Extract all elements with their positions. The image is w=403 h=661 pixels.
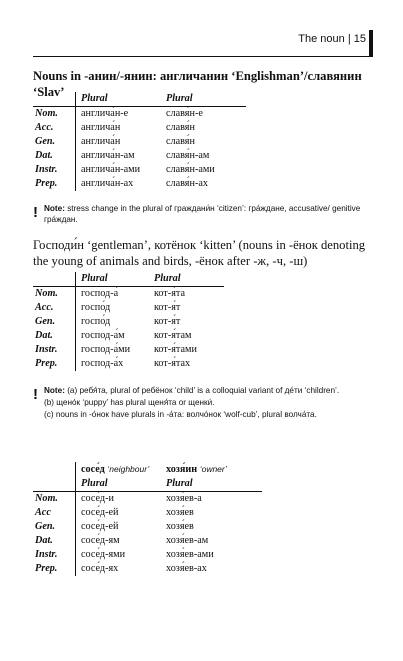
case-label: Dat. [33, 534, 76, 548]
table-row [33, 315, 224, 329]
table-corner [33, 477, 76, 492]
case-label: Acc. [33, 301, 76, 315]
form-cell: славя́н [166, 136, 195, 147]
form-cell: сосе́д-ях [81, 563, 119, 574]
section1-table [33, 92, 246, 191]
column-header: Plural [76, 92, 162, 107]
page-number: 15 [353, 33, 366, 45]
table-row [33, 492, 262, 507]
exclamation-icon: ! [33, 386, 38, 403]
case-label: Gen. [33, 135, 76, 149]
table-corner [33, 272, 76, 287]
table-row [33, 329, 224, 343]
case-label: Nom. [33, 492, 76, 507]
table-row [33, 107, 246, 122]
table-row [33, 287, 224, 302]
section2-table [33, 272, 224, 371]
table-row [33, 506, 262, 520]
case-label: Instr. [33, 548, 76, 562]
column-header: Plural [161, 477, 262, 492]
table-row [33, 343, 224, 357]
form-cell: кот-я́т [154, 316, 181, 327]
form-cell: кот-я́тах [154, 358, 191, 369]
note-label: Note: [44, 386, 65, 395]
case-label: Prep. [33, 562, 76, 576]
note-text: stress change in the plural of граждани́н ‘citizen’: гра́ждане, accusative/ genitive гра́ждан. [44, 204, 361, 224]
column-header: Plural [161, 92, 246, 107]
note-line-a: Note: (a) ребя́та, plural of ребёнок ‘child’ is a colloquial variant of де́ти ‘children’. [44, 386, 340, 395]
form-cell: госпо́д [81, 302, 111, 313]
form-cell: сосе́д-и [81, 493, 114, 504]
form-cell: хозя́ев-ах [166, 563, 207, 574]
noun-title: сосе́д ‘neighbour’ [81, 464, 150, 475]
form-cell: кот-я́та [154, 288, 186, 299]
column-header: Plural [149, 272, 224, 287]
table-row [33, 149, 246, 163]
form-cell: сосе́д-ей [81, 521, 119, 532]
section2-note [44, 385, 374, 420]
table-header-row [33, 477, 262, 492]
table-row [33, 177, 246, 191]
table-corner [33, 92, 76, 107]
running-header [298, 33, 366, 45]
note-line-c: (c) nouns in -о́нок have plurals in -а́та: волчо́нок ‘wolf-cub’, plural волча́та. [44, 410, 317, 419]
header-bar [369, 30, 373, 57]
form-cell: хозя́ев [166, 521, 194, 532]
case-label: Nom. [33, 287, 76, 302]
column-header: Plural [76, 477, 162, 492]
header-rule [33, 56, 370, 57]
form-cell: славя́н-ах [166, 178, 208, 189]
exclamation-icon: ! [33, 204, 38, 221]
table-header-row [33, 92, 246, 107]
case-label: Prep. [33, 177, 76, 191]
form-cell: славя́н-ам [166, 150, 210, 161]
form-cell: господ-а́х [81, 358, 124, 369]
table-row [33, 135, 246, 149]
case-label: Instr. [33, 343, 76, 357]
case-label: Acc [33, 506, 76, 520]
form-cell: госпо́д [81, 316, 111, 327]
form-cell: сосе́д-ей [81, 507, 119, 518]
form-cell: кот-я́там [154, 330, 192, 341]
table-row [33, 548, 262, 562]
form-cell: англича́н-е [81, 108, 129, 119]
table-corner [33, 462, 76, 477]
case-label: Instr. [33, 163, 76, 177]
table-row [33, 121, 246, 135]
case-label: Nom. [33, 107, 76, 122]
table-row [33, 163, 246, 177]
column-header: Plural [76, 272, 150, 287]
table-row [33, 534, 262, 548]
case-label: Acc. [33, 121, 76, 135]
case-label: Gen. [33, 315, 76, 329]
form-cell: кот-я́т [154, 302, 181, 313]
section1-heading: Nouns in -анин/-янин: англичанин ‘Englishman’/славянин ‘Slav’ [33, 69, 362, 99]
table-row [33, 357, 224, 371]
table-row [33, 301, 224, 315]
form-cell: кот-я́тами [154, 344, 197, 355]
table-row [33, 520, 262, 534]
form-cell: господ-а́ми [81, 344, 131, 355]
form-cell: хозя́ев-ам [166, 535, 209, 546]
header-separator: | [347, 33, 351, 45]
form-cell: хозя́ев-а [166, 493, 202, 504]
table-title-row [33, 462, 262, 477]
section2-heading: Господи́н ‘gentleman’, котёнок ‘kitten’ (nouns in -ёнок denoting the young of animals and birds, -ёнок after -ж, -ч, -ш) [33, 238, 366, 268]
form-cell: хозя́ев-ами [166, 549, 214, 560]
case-label: Dat. [33, 329, 76, 343]
form-cell: сосе́д-ям [81, 535, 120, 546]
form-cell: англича́н-ами [81, 164, 141, 175]
section1-note [44, 203, 374, 225]
form-cell: англича́н [81, 136, 121, 147]
header-title: The noun [298, 33, 345, 45]
form-cell: англича́н-ам [81, 150, 135, 161]
form-cell: сосе́д-ями [81, 549, 126, 560]
case-label: Gen. [33, 520, 76, 534]
case-label: Dat. [33, 149, 76, 163]
noun-title: хозя́ин ‘owner’ [166, 464, 227, 475]
table-header-row [33, 272, 224, 287]
form-cell: хозя́ев [166, 507, 194, 518]
table-row [33, 562, 262, 576]
note-line-b: (b) щено́к ‘puppy’ has plural щеня́та or щенки́. [44, 398, 215, 407]
form-cell: славя́н-е [166, 108, 203, 119]
case-label: Prep. [33, 357, 76, 371]
form-cell: господ-а́м [81, 330, 125, 341]
form-cell: господ-а́ [81, 288, 119, 299]
form-cell: англича́н [81, 122, 121, 133]
form-cell: славя́н-ами [166, 164, 215, 175]
form-cell: славя́н [166, 122, 195, 133]
note-label: Note: [44, 204, 65, 213]
form-cell: англича́н-ах [81, 178, 134, 189]
section3-table [33, 462, 262, 576]
